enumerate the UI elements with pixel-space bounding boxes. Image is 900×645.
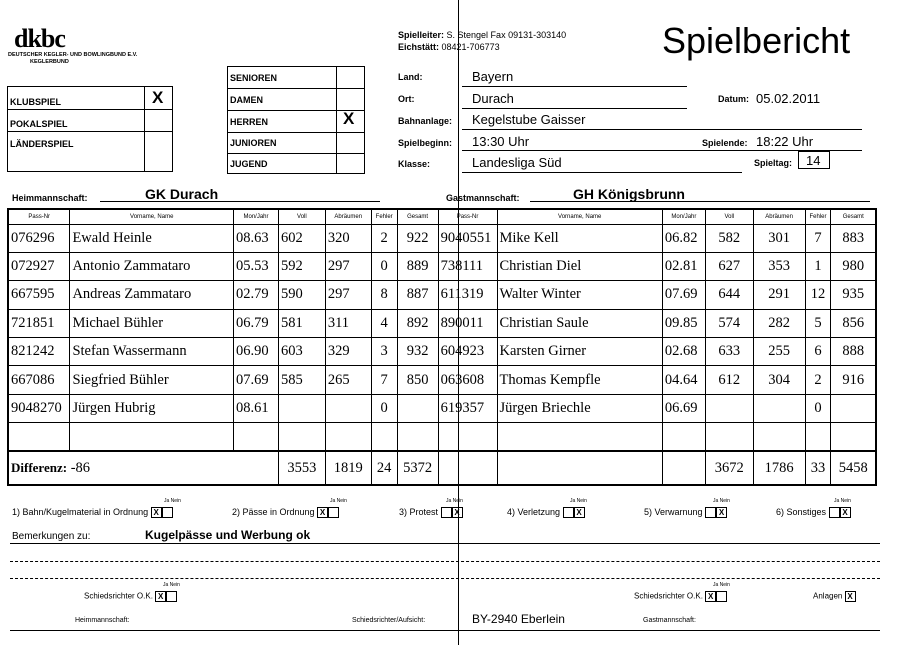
datum-value: 05.02.2011 [756,91,821,106]
home-total-abr: 1819 [325,451,371,485]
footer-sr-name: BY-2940 Eberlein [472,612,565,626]
ort-value: Durach [472,91,514,106]
guest-total-voll: 3672 [705,451,753,485]
table-row: 072927 Antonio Zammataro 05.53 592 297 0 889 738111 Christian Diel 02.81 627 353 1 980 [8,252,876,280]
logo-brand: dkbc [14,24,65,53]
sr-guest-ja-box[interactable]: X [705,591,716,602]
q5-janein: Ja Nein [713,498,730,504]
guest-team-name: GH Königsbrunn [573,186,685,202]
klasse-value: Landesliga Süd [472,155,562,170]
remarks-text: Kugelpässe und Werbung ok [145,528,311,542]
home-total-voll: 3553 [278,451,325,485]
guest-team-label: Gastmannschaft: [446,193,520,203]
q6-ja-box[interactable] [829,507,840,518]
sr-ok-guest: Schiedsrichter O.K. X [634,591,727,602]
footer-sr-label: Schiedsrichter/Aufsicht: [352,617,426,624]
col-monjahr: Mon/Jahr [234,209,279,224]
q4-nein-box[interactable]: X [574,507,585,518]
sr-home-ja-box[interactable]: X [155,591,166,602]
sr-guest-janein: Ja Nein [713,582,730,588]
col-fehler: Fehler [371,209,397,224]
footer-home-label: Heimmannschaft: [75,617,130,624]
class-box [227,66,365,174]
ort-label: Ort: [398,94,415,104]
home-total-gesamt: 5372 [397,451,438,485]
guest-total-abr: 1786 [753,451,805,485]
q1-janein: Ja Nein [164,498,181,504]
type-mark: X [152,88,164,107]
totals-row [8,451,876,485]
bahnanlage-value: Kegelstube Gaisser [472,112,586,127]
guest-total-fehler: 33 [805,451,831,485]
col-passnr: Pass-Nr [8,209,70,224]
logo-line2: KEGLERBUND [30,59,69,65]
check-q6: 6) Sonstiges X [776,507,851,518]
q6-janein: Ja Nein [834,498,851,504]
table-row-empty [8,423,876,451]
table-row: 721851 Michael Bühler 06.79 581 311 4 892 890011 Christian Saule 09.85 574 282 5 856 [8,309,876,337]
beginn-label: Spielbeginn: [398,138,452,148]
diff-value: -86 [70,459,91,476]
q2-nein-box[interactable] [328,507,339,518]
sr-home-nein-box[interactable] [166,591,177,602]
q4-janein: Ja Nein [570,498,587,504]
land-label: Land: [398,72,423,82]
q2-janein: Ja Nein [330,498,347,504]
class-senioren: SENIOREN [230,73,278,83]
land-value: Bayern [472,69,514,84]
q3-ja-box[interactable] [441,507,452,518]
sr-guest-nein-box[interactable] [716,591,727,602]
page-title: Spielbericht [662,20,851,61]
class-jugend: JUGEND [230,159,268,169]
q3-nein-box[interactable]: X [452,507,463,518]
type-laenderspiel: LÄNDERSPIEL [10,139,74,149]
guest-total-gesamt: 5458 [831,451,876,485]
col-voll: Voll [705,209,753,224]
q1-nein-box[interactable] [162,507,173,518]
col-name: Vorname, Name [497,209,662,224]
q6-nein-box[interactable]: X [840,507,851,518]
player-table [7,208,877,486]
home-total-fehler: 24 [371,451,397,485]
col-gesamt: Gesamt [831,209,876,224]
check-q1: 1) Bahn/Kugelmaterial in Ordnung X [12,507,173,518]
q5-nein-box[interactable]: X [716,507,727,518]
diff-label: Differenz: [11,459,68,475]
type-pokalspiel: POKALSPIEL [10,119,68,129]
col-abraeumen: Abräumen [753,209,805,224]
check-q3: 3) Protest X [399,507,463,518]
anlagen: Anlagen X [813,591,856,602]
spielleiter-line: Spielleiter: S. Stengel Fax 09131-303140 [398,30,567,40]
logo-line1: DEUTSCHER KEGLER- UND BOWLINGBUND E.V. [8,52,138,58]
class-herren: HERREN [230,117,269,127]
footer-guest-label: Gastmannschaft: [643,617,696,624]
table-row: 667086 Siegfried Bühler 07.69 585 265 7 850 063608 Thomas Kempfle 04.64 612 304 2 916 [8,366,876,394]
q1-ja-box[interactable]: X [151,507,162,518]
class-junioren: JUNIOREN [230,138,277,148]
fold-line [458,0,459,645]
table-row: 667595 Andreas Zammataro 02.79 590 297 8 887 611319 Walter Winter 07.69 644 291 12 935 [8,281,876,309]
ende-label: Spielende: [702,138,748,148]
col-abraeumen: Abräumen [325,209,371,224]
sr-ok-home: Schiedsrichter O.K. X [84,591,177,602]
q3-janein: Ja Nein [446,498,463,504]
table-header [8,209,876,224]
bahnanlage-label: Bahnanlage: [398,116,453,126]
class-mark: X [343,109,355,128]
col-voll: Voll [278,209,325,224]
table-row: 821242 Stefan Wassermann 06.90 603 329 3 932 604923 Karsten Girner 02.68 633 255 6 888 [8,338,876,366]
spieltag-label: Spieltag: [754,158,793,168]
col-gesamt: Gesamt [397,209,438,224]
eichstaett-line: Eichstätt: 08421-706773 [398,42,500,52]
home-team-name: GK Durach [145,186,219,202]
beginn-value: 13:30 Uhr [472,134,530,149]
col-fehler: Fehler [805,209,831,224]
q5-ja-box[interactable] [705,507,716,518]
sr-home-janein: Ja Nein [163,582,180,588]
anlagen-box[interactable]: X [845,591,856,602]
check-q4: 4) Verletzung X [507,507,585,518]
q4-ja-box[interactable] [563,507,574,518]
klasse-label: Klasse: [398,159,431,169]
class-damen: DAMEN [230,95,263,105]
q2-ja-box[interactable]: X [317,507,328,518]
table-row: 076296 Ewald Heinle 08.63 602 320 2 922 9040551 Mike Kell 06.82 582 301 7 883 [8,224,876,252]
dkbc-logo [8,6,138,66]
table-row: 9048270 Jürgen Hubrig 08.61 0 619357 Jürgen Briechle 06.69 0 [8,394,876,422]
match-type-box [7,86,173,172]
remarks-label: Bemerkungen zu: [12,531,91,542]
check-q5: 5) Verwarnung X [644,507,727,518]
col-monjahr: Mon/Jahr [662,209,705,224]
type-klubspiel: KLUBSPIEL [10,97,62,107]
check-q2: 2) Pässe in Ordnung X [232,507,339,518]
col-passnr: Pass-Nr [438,209,497,224]
ende-value: 18:22 Uhr [756,134,814,149]
spieltag-value: 14 [806,153,821,168]
col-name: Vorname, Name [70,209,234,224]
home-team-label: Heimmannschaft: [12,193,88,203]
datum-label: Datum: [718,94,749,104]
